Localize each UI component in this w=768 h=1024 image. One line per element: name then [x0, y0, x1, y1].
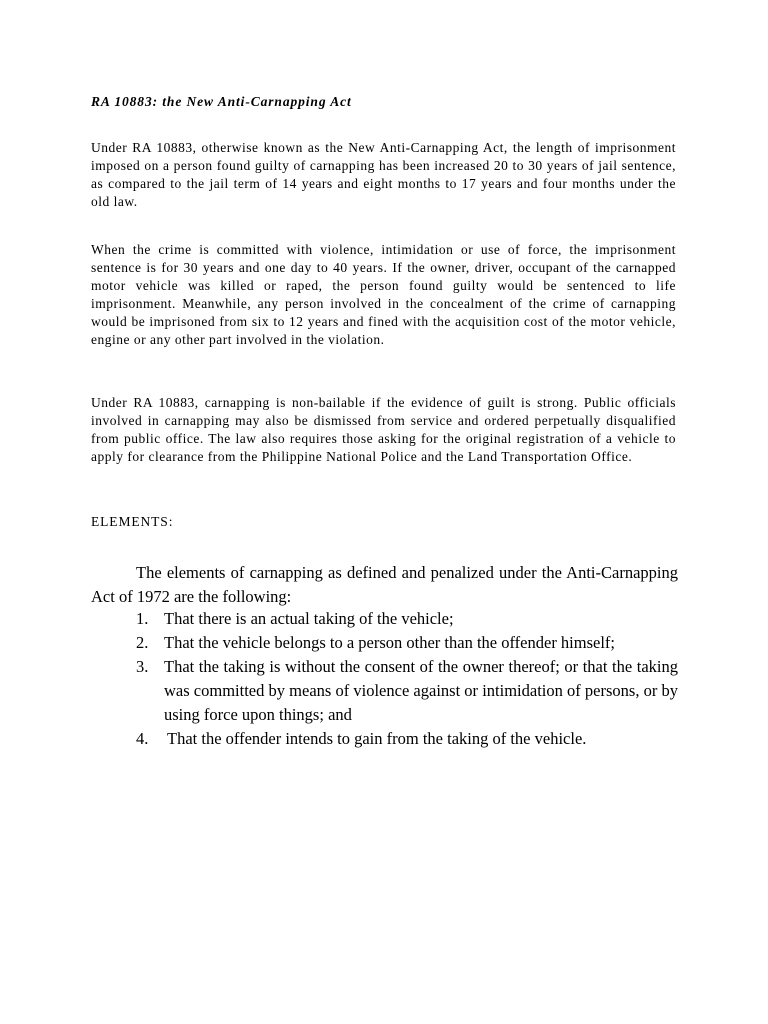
list-item-number: 1. [136, 609, 149, 628]
paragraph-non-bailable: Under RA 10883, carnapping is non-bailable if the evidence of guilt is strong. Public officials involved in carnapping may also be dismissed from service and ordered perpetually disqualified from public office. The law also requires those asking for the original registration of a vehicle to apply for clearance from the Philippine National Police and the Land Transportation Office. [91, 395, 676, 464]
list-item-text: That the offender intends to gain from the taking of the vehicle. [167, 729, 587, 748]
list-item-number: 4. [136, 729, 149, 748]
list-item [91, 631, 678, 655]
paragraph-penalty-increase: Under RA 10883, otherwise known as the New Anti-Carnapping Act, the length of imprisonment imposed on a person found guilty of carnapping has been increased 20 to 30 years of jail sentence, as compared to the jail term of 14 years and eight months to 17 years and four months under the old law. [91, 140, 676, 209]
list-item [91, 655, 678, 727]
document-title: RA 10883: the New Anti-Carnapping Act [91, 94, 352, 109]
list-item-number: 2. [136, 633, 149, 652]
elements-intro: The elements of carnapping as defined and penalized under the Anti-Carnapping Act of 1972 are the following: [91, 563, 678, 606]
list-item-text: That there is an actual taking of the vehicle; [164, 609, 454, 628]
elements-list [91, 607, 678, 751]
list-item [91, 727, 678, 751]
paragraph-violence-penalties: When the crime is committed with violence, intimidation or use of force, the imprisonment sentence is for 30 years and one day to 40 years. If the owner, driver, occupant of the carnapped motor vehicle was killed or raped, the person found guilty would be sentenced to life imprisonment. Meanwhile, any person involved in the concealment of the crime of carnapping would be imprisoned from six to 12 years and fined with the acquisition cost of the motor vehicle, engine or any other part involved in the violation. [91, 242, 676, 347]
list-item-text: That the taking is without the consent of the owner thereof; or that the taking was committed by means of violence against or intimidation of persons, or by using force upon things; and [164, 657, 678, 724]
list-item-number: 3. [136, 657, 149, 676]
list-item-text: That the vehicle belongs to a person other than the offender himself; [164, 633, 616, 652]
list-item [91, 607, 678, 631]
elements-heading: ELEMENTS: [91, 514, 174, 529]
